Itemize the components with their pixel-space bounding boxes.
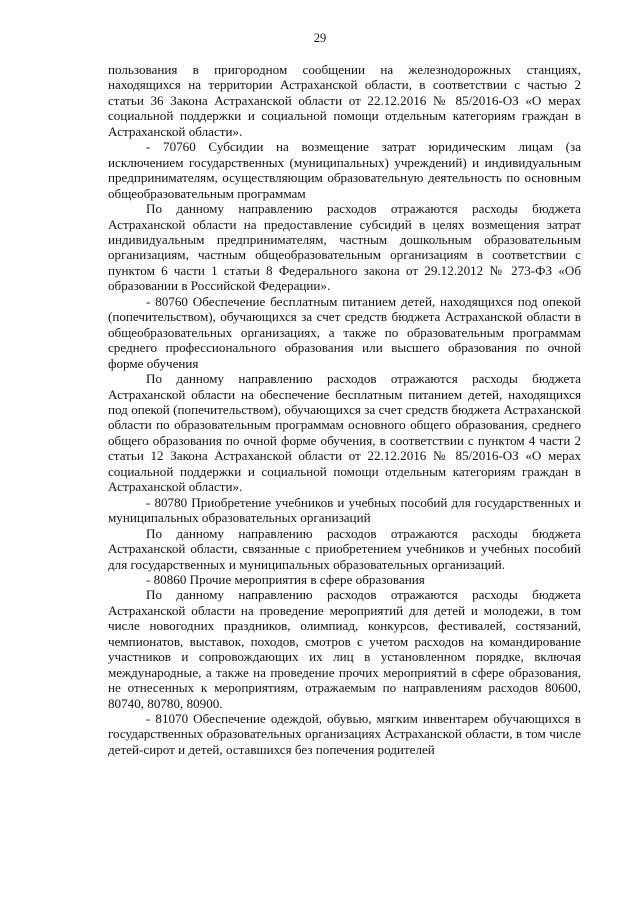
paragraph-item-80760: - 80760 Обеспечение бесплатным питанием детей, находящихся под опекой (попечительством), обучающихся за счет средств бюджета Астраханской области в общеобразовательных организациях, а также по образовательным программам среднего профессионального образования или высшего образования по очной форме обучения (108, 293, 581, 371)
paragraph-item-80860: - 80860 Прочие мероприятия в сфере образования (146, 571, 425, 587)
paragraph-description: По данному направлению расходов отражаются расходы бюджета Астраханской области на обеспечение бесплатным питанием детей, находящихся под опекой (попечительством), обучающихся за счет средств бюджета Астраханской области по образовательным программам основного общего образования, среднего общего образования по очной форме обучения, в соответствии с пунктом 4 части 2 статьи 12 Закона Астраханской области от 22.12.2016 № 85/2016-ОЗ «О мерах социальной поддержки и социальной помощи отдельным категориям граждан в Астраханской области». (108, 371, 581, 495)
paragraph-item-81070: - 81070 Обеспечение одеждой, обувью, мягким инвентарем обучающихся в государственных образовательных организациях Астраханской области, в том числе детей-сирот и детей, оставшихся без попечения родителей (108, 711, 581, 757)
paragraph-description: По данному направлению расходов отражаются расходы бюджета Астраханской области на предоставление субсидий в целях возмещения затрат индивидуальным предпринимателям, частным дошкольным образовательным организациям, частным общеобразовательным организациям в соответствии с пунктом 6 части 1 статьи 8 Федерального закона от 29.12.2012 № 273-ФЗ «Об образовании в Российской Федерации». (108, 201, 581, 294)
paragraph-item-80780: - 80780 Приобретение учебников и учебных пособий для государственных и муниципальных образовательных организаций (108, 494, 581, 526)
page-number: 29 (313, 31, 327, 45)
paragraph-description: По данному направлению расходов отражаются расходы бюджета Астраханской области на проведение мероприятий для детей и молодежи, в том числе новогодних праздников, олимпиад, конкурсов, фестивалей, состязаний, чемпионатов, выставок, походов, смотров с учетом расходов на командирование участников и сопровождающих их лиц в установленном порядке, включая международные, а также на проведение прочих мероприятий в сфере образования, не отнесенных к мероприятиям, отражаемым по направлениям расходов 80600, 80740, 80780, 80900. (108, 587, 581, 711)
paragraph-continuation: пользования в пригородном сообщении на железнодорожных станциях, находящихся на территории Астраханской области, в соответствии с частью 2 статьи 36 Закона Астраханской области от 22.12.2016 № 85/2016-ОЗ «О мерах социальной поддержки и социальной помощи отдельным категориям граждан в Астраханской области». (108, 62, 581, 139)
document-body (108, 62, 581, 757)
paragraph-item-70760: - 70760 Субсидии на возмещение затрат юридическим лицам (за исключением государственных (муниципальных) учреждений) и индивидуальным предпринимателям, осуществляющим образовательную деятельность по основным общеобразовательным программам (108, 139, 581, 201)
paragraph-description: По данному направлению расходов отражаются расходы бюджета Астраханской области, связанные с приобретением учебников и учебных пособий для государственных и муниципальных образовательных организаций. (108, 525, 581, 572)
